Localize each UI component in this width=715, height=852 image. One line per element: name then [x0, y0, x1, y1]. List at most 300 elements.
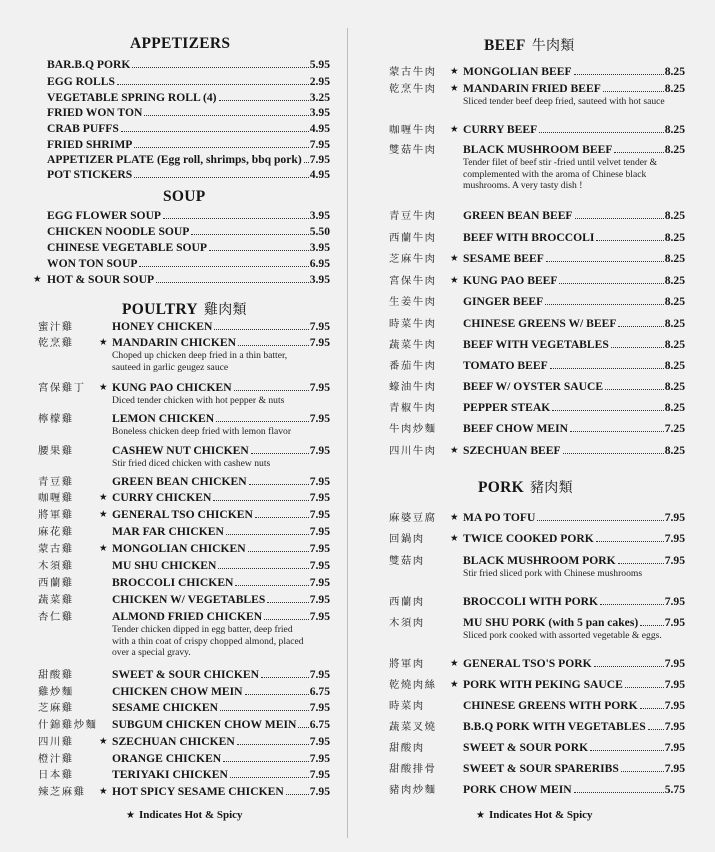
menu-item-price: 8.25 [664, 231, 685, 244]
menu-item-description: Stir fried diced chicken with cashew nuts [112, 458, 271, 469]
menu-item-name: GENERAL TSO CHICKEN [112, 508, 253, 521]
menu-item-line [112, 684, 330, 700]
menu-item-price: 7.95 [309, 768, 330, 781]
menu-item-price: 8.25 [664, 82, 685, 95]
menu-item-chinese-name: 腰果雞 [38, 445, 74, 457]
hot-spicy-footnote-right [476, 809, 593, 821]
menu-item-price: 7.95 [309, 412, 330, 425]
menu-item-description: Tender filet of beef stir -fried until velvet tender & complemented with the aroma of Chinese black mushrooms. A very tasty dish ! [463, 157, 658, 191]
menu-item-chinese-name: 時菜肉 [389, 700, 425, 712]
dotted-leader [237, 744, 309, 745]
menu-item-line [47, 167, 330, 183]
dotted-leader [563, 453, 664, 454]
menu-item-line [112, 667, 330, 683]
menu-item [0, 784, 345, 800]
menu-item-chinese-name: 蒙古雞 [38, 543, 74, 555]
hot-spicy-star-icon: ★ [99, 786, 108, 797]
menu-item-line [112, 411, 330, 427]
menu-item-line [112, 490, 330, 506]
menu-item-name: FRIED SHRIMP [47, 138, 133, 151]
dotted-leader [264, 619, 309, 620]
menu-item-price: 6.75 [309, 685, 330, 698]
menu-item-line [463, 761, 685, 777]
menu-item-line [463, 656, 685, 672]
menu-item-price: 7.95 [309, 576, 330, 589]
menu-item-price: 2.95 [309, 75, 330, 88]
menu-item-line [112, 558, 330, 574]
dotted-leader [214, 329, 308, 330]
dotted-leader [537, 520, 663, 521]
menu-item [352, 761, 715, 777]
menu-item-line [112, 592, 330, 608]
menu-item-chinese-name: 甜酸肉 [389, 742, 425, 754]
menu-item-price: 7.95 [309, 735, 330, 748]
menu-item [352, 64, 715, 80]
menu-item-price: 7.95 [309, 475, 330, 488]
menu-item-price: 7.95 [309, 508, 330, 521]
star-icon: ★ [126, 810, 135, 821]
menu-item-name: SWEET & SOUR PORK [463, 741, 589, 754]
menu-item [0, 224, 345, 240]
hot-spicy-star-icon: ★ [99, 736, 108, 747]
menu-item [352, 142, 715, 158]
menu-item-line [112, 443, 330, 459]
dotted-leader [618, 326, 663, 327]
menu-item-chinese-name: 將軍雞 [38, 509, 74, 521]
menu-item-name: WON TON SOUP [47, 257, 138, 270]
hot-spicy-footnote [126, 809, 243, 821]
menu-item-name: HONEY CHICKEN [112, 320, 213, 333]
menu-item-line [112, 524, 330, 540]
dotted-leader [226, 534, 309, 535]
menu-item-name: LEMON CHICKEN [112, 412, 215, 425]
menu-item-chinese-name: 西蘭牛肉 [389, 232, 437, 244]
menu-item-price: 3.95 [309, 273, 330, 286]
menu-item-name: MU SHU PORK (with 5 pan cakes) [463, 616, 639, 629]
menu-item [0, 411, 345, 427]
dotted-leader [286, 794, 309, 795]
menu-item-price: 7.95 [309, 153, 330, 166]
menu-item-description: Boneless chicken deep fried with lemon flavor [112, 426, 292, 437]
dotted-leader [219, 100, 309, 101]
menu-item [352, 698, 715, 714]
menu-item-name: TOMATO BEEF [463, 359, 548, 372]
menu-item-line [463, 698, 685, 714]
menu-item-line [112, 541, 330, 557]
menu-item-chinese-name: 麻婆豆腐 [389, 512, 437, 524]
dotted-leader [261, 677, 309, 678]
dotted-leader [559, 283, 663, 284]
hot-spicy-star-icon: ★ [450, 512, 459, 523]
menu-item-chinese-name: 回鍋肉 [389, 533, 425, 545]
menu-item [0, 105, 345, 121]
menu-item-chinese-name: 四川雞 [38, 736, 74, 748]
menu-item-line [463, 379, 685, 395]
menu-item-price: 8.25 [664, 143, 685, 156]
menu-item-description: Diced tender chicken with hot pepper & nuts [112, 395, 285, 406]
menu-item-line [463, 230, 685, 246]
menu-item-line [47, 256, 330, 272]
menu-item-line [112, 734, 330, 750]
hot-spicy-star-icon: ★ [450, 679, 459, 690]
menu-item-price: 4.95 [309, 122, 330, 135]
menu-item-name: PEPPER STEAK [463, 401, 551, 414]
poultry-title [122, 299, 247, 319]
dotted-leader [618, 563, 664, 564]
menu-item-line [112, 319, 330, 335]
menu-item [352, 740, 715, 756]
menu-item-chinese-name: 時菜牛肉 [389, 318, 437, 330]
menu-item [0, 541, 345, 557]
menu-item-name: BEEF WITH VEGETABLES [463, 338, 609, 351]
menu-item-chinese-name: 牛肉炒麵 [389, 423, 437, 435]
menu-item [352, 208, 715, 224]
menu-item-price: 7.95 [664, 762, 685, 775]
menu-item-line [463, 719, 685, 735]
menu-item-chinese-name: 甜酸排骨 [389, 763, 437, 775]
dotted-leader [234, 390, 309, 391]
menu-item-chinese-name: 四川牛肉 [389, 445, 437, 457]
menu-item-name: HOT SPICY SESAME CHICKEN [112, 785, 284, 798]
menu-item-price: 7.95 [664, 657, 685, 670]
menu-item-name: KUNG PAO CHICKEN [112, 381, 232, 394]
star-icon: ★ [476, 810, 485, 821]
soup-title: SOUP [163, 188, 206, 205]
menu-item-chinese-name: 橙汁雞 [38, 753, 74, 765]
menu-item-price: 8.25 [664, 209, 685, 222]
menu-item-name: SUBGUM CHICKEN CHOW MEIN [112, 718, 297, 731]
dotted-leader [550, 368, 664, 369]
menu-item-line [463, 208, 685, 224]
menu-item-price: 8.25 [664, 444, 685, 457]
menu-item-description: Sliced tender beef deep fried, sauteed with hot sauce [463, 96, 665, 107]
menu-item-chinese-name: 甜酸雞 [38, 669, 74, 681]
menu-item-name: MONGOLIAN CHICKEN [112, 542, 246, 555]
menu-item-name: VEGETABLE SPRING ROLL (4) [47, 91, 217, 104]
dotted-leader [238, 345, 309, 346]
menu-item [0, 167, 345, 183]
dotted-leader [574, 74, 664, 75]
menu-item-line [463, 81, 685, 97]
beef-title [484, 35, 575, 55]
menu-item-line [112, 751, 330, 767]
menu-item-name: ALMOND FRIED CHICKEN [112, 610, 263, 623]
menu-item-price: 3.95 [309, 209, 330, 222]
menu-item-line [463, 615, 685, 631]
menu-item-price: 7.95 [309, 542, 330, 555]
menu-item-name: MANDARIN FRIED BEEF [463, 82, 601, 95]
menu-item-name: SWEET & SOUR SPARERIBS [463, 762, 619, 775]
menu-item-line [463, 553, 685, 569]
dotted-leader [596, 541, 664, 542]
menu-item-name: SZECHUAN BEEF [463, 444, 561, 457]
menu-item-name: SWEET & SOUR CHICKEN [112, 668, 259, 681]
menu-item-price: 5.50 [309, 225, 330, 238]
menu-item-name: GREEN BEAN CHICKEN [112, 475, 247, 488]
dotted-leader [575, 218, 664, 219]
menu-item-name: POT STICKERS [47, 168, 133, 181]
beef-title-zh: 牛肉類 [531, 38, 575, 54]
menu-item-price: 7.95 [664, 678, 685, 691]
dotted-leader [218, 568, 308, 569]
menu-item-name: CHINESE GREENS WITH PORK [463, 699, 638, 712]
menu-item-price: 7.95 [309, 559, 330, 572]
menu-item [0, 474, 345, 490]
dotted-leader [191, 234, 308, 235]
menu-item [0, 684, 345, 700]
menu-item-name: BEEF CHOW MEIN [463, 422, 569, 435]
hot-spicy-star-icon: ★ [450, 124, 459, 135]
dotted-leader [235, 585, 308, 586]
menu-item-chinese-name: 雙菇牛肉 [389, 144, 437, 156]
menu-item [0, 490, 345, 506]
menu-item-price: 7.95 [309, 491, 330, 504]
menu-item [0, 256, 345, 272]
menu-item-price: 7.95 [309, 444, 330, 457]
menu-item-line [47, 208, 330, 224]
menu-item-description: Choped up chicken deep fried in a thin batter, sauteed in garlic geugez sauce [112, 350, 288, 373]
menu-item-name: EGG FLOWER SOUP [47, 209, 162, 222]
menu-item-chinese-name: 麻花雞 [38, 526, 74, 538]
menu-item-price: 3.25 [309, 91, 330, 104]
menu-item-name: MANDARIN CHICKEN [112, 336, 236, 349]
menu-item-chinese-name: 蠔油牛肉 [389, 381, 437, 393]
menu-item [0, 335, 345, 351]
menu-item-name: CHINESE VEGETABLE SOUP [47, 241, 207, 254]
menu-item-chinese-name: 辣芝麻雞 [38, 786, 86, 798]
menu-item [352, 316, 715, 332]
menu-item [0, 152, 345, 168]
menu-item [0, 717, 345, 733]
dotted-leader [590, 750, 664, 751]
menu-item-price: 7.95 [664, 595, 685, 608]
menu-item-chinese-name: 青豆雞 [38, 476, 74, 488]
menu-item-line [47, 74, 330, 90]
menu-item-name: CHICKEN CHOW MEIN [112, 685, 243, 698]
menu-item-chinese-name: 什錦雞炒麵 [38, 719, 98, 731]
menu-item-name: BROCCOLI CHICKEN [112, 576, 234, 589]
menu-item-chinese-name: 蔬菜叉燒 [389, 721, 437, 733]
menu-item-name: MU SHU CHICKEN [112, 559, 217, 572]
menu-item-price: 8.25 [664, 252, 685, 265]
hot-spicy-star-icon: ★ [450, 66, 459, 77]
menu-item [352, 782, 715, 798]
dotted-leader [267, 602, 308, 603]
menu-item-name: GREEN BEAN BEEF [463, 209, 573, 222]
menu-item [0, 90, 345, 106]
menu-item-chinese-name: 日本雞 [38, 769, 74, 781]
menu-item-name: CURRY CHICKEN [112, 491, 212, 504]
menu-item-line [463, 142, 685, 158]
menu-item-line [463, 782, 685, 798]
menu-item-price: 7.95 [664, 720, 685, 733]
menu-item-price: 8.25 [664, 380, 685, 393]
menu-item-name: KUNG PAO BEEF [463, 274, 558, 287]
menu-item-chinese-name: 將軍肉 [389, 658, 425, 670]
menu-item-name: SESAME BEEF [463, 252, 544, 265]
menu-item-line [47, 240, 330, 256]
menu-item [0, 272, 345, 288]
menu-item-line [463, 358, 685, 374]
menu-item-line [112, 700, 330, 716]
menu-item-chinese-name: 杏仁雞 [38, 611, 74, 623]
dotted-leader [640, 708, 664, 709]
menu-item-line [463, 273, 685, 289]
menu-item-price: 7.95 [309, 336, 330, 349]
dotted-leader [230, 777, 309, 778]
hot-spicy-star-icon: ★ [99, 509, 108, 520]
menu-item-chinese-name: 番茄牛肉 [389, 360, 437, 372]
dotted-leader [614, 152, 663, 153]
menu-item-name: SESAME CHICKEN [112, 701, 218, 714]
menu-item-chinese-name: 芝麻雞 [38, 702, 74, 714]
dotted-leader [539, 132, 663, 133]
menu-item-line [463, 443, 685, 459]
menu-item-name: CASHEW NUT CHICKEN [112, 444, 249, 457]
menu-item-chinese-name: 木須肉 [389, 617, 425, 629]
menu-item-name: MONGOLIAN BEEF [463, 65, 572, 78]
dotted-leader [163, 218, 309, 219]
menu-item-line [112, 575, 330, 591]
menu-item-price: 7.95 [309, 593, 330, 606]
menu-item-description: Stir fried sliced pork with Chinese mushrooms [463, 568, 643, 579]
menu-item-line [112, 507, 330, 523]
menu-item-price: 8.25 [664, 274, 685, 287]
menu-item-name: EGG ROLLS [47, 75, 115, 88]
menu-item-chinese-name: 青豆牛肉 [389, 210, 437, 222]
menu-item [0, 734, 345, 750]
hot-spicy-star-icon: ★ [450, 658, 459, 669]
menu-item-name: SZECHUAN CHICKEN [112, 735, 235, 748]
dotted-leader [144, 115, 308, 116]
menu-item-line [112, 474, 330, 490]
menu-item-line [47, 105, 330, 121]
menu-item-chinese-name: 蜜汁雞 [38, 321, 74, 333]
dotted-leader [139, 266, 308, 267]
menu-item-line [463, 531, 685, 547]
menu-item [352, 251, 715, 267]
menu-item [352, 421, 715, 437]
menu-item [0, 609, 345, 625]
menu-item-name: TERIYAKI CHICKEN [112, 768, 228, 781]
menu-item-line [112, 335, 330, 351]
menu-item-name: BEEF W/ OYSTER SAUCE [463, 380, 604, 393]
dotted-leader [209, 250, 309, 251]
menu-item-line [463, 251, 685, 267]
menu-item-name: MA PO TOFU [463, 511, 536, 524]
menu-item-chinese-name: 蔬菜牛肉 [389, 339, 437, 351]
menu-item [352, 81, 715, 97]
menu-item-price: 7.95 [309, 610, 330, 623]
dotted-leader [134, 177, 309, 178]
menu-item-price: 7.95 [309, 381, 330, 394]
dotted-leader [621, 771, 664, 772]
menu-item [352, 719, 715, 735]
menu-item [0, 57, 345, 73]
menu-item-name: CHICKEN W/ VEGETABLES [112, 593, 266, 606]
dotted-leader [545, 304, 663, 305]
menu-item-price: 7.95 [309, 138, 330, 151]
menu-item [0, 74, 345, 90]
menu-item-price: 5.95 [309, 58, 330, 71]
menu-item-price: 7.95 [309, 785, 330, 798]
menu-item-name: ORANGE CHICKEN [112, 752, 222, 765]
menu-item-chinese-name: 雞炒麵 [38, 686, 74, 698]
dotted-leader [570, 431, 664, 432]
dotted-leader [245, 694, 309, 695]
menu-item [352, 510, 715, 526]
menu-item-line [463, 677, 685, 693]
menu-item [352, 553, 715, 569]
menu-item [352, 337, 715, 353]
menu-item-price: 7.95 [664, 741, 685, 754]
menu-item-price: 8.25 [664, 65, 685, 78]
menu-item-name: PORK WITH PEKING SAUCE [463, 678, 623, 691]
menu-item-price: 7.95 [664, 699, 685, 712]
menu-item [0, 319, 345, 335]
dotted-leader [596, 240, 663, 241]
menu-item [352, 531, 715, 547]
dotted-leader [216, 421, 309, 422]
dotted-leader [594, 666, 664, 667]
menu-item-name: BROCCOLI WITH PORK [463, 595, 599, 608]
menu-item-line [112, 767, 330, 783]
menu-item-name: BLACK MUSHROOM BEEF [463, 143, 613, 156]
menu-item [0, 767, 345, 783]
menu-item-chinese-name: 乾烹牛肉 [389, 83, 437, 95]
menu-item [0, 208, 345, 224]
menu-item-name: APPETIZER PLATE (Egg roll, shrimps, bbq pork) [47, 153, 302, 166]
hot-spicy-star-icon: ★ [99, 492, 108, 503]
dotted-leader [552, 410, 663, 411]
menu-item-price: 5.75 [664, 783, 685, 796]
menu-item [0, 121, 345, 137]
menu-item-chinese-name: 咖喱牛肉 [389, 124, 437, 136]
menu-item [352, 615, 715, 631]
menu-item-price: 6.95 [309, 257, 330, 270]
menu-item-line [463, 421, 685, 437]
column-divider [347, 28, 348, 838]
menu-item [0, 524, 345, 540]
menu-item [352, 677, 715, 693]
menu-item-price: 4.95 [309, 168, 330, 181]
menu-item-line [463, 400, 685, 416]
hot-spicy-star-icon: ★ [450, 533, 459, 544]
menu-item [0, 575, 345, 591]
menu-item-chinese-name: 蒙古牛肉 [389, 66, 437, 78]
menu-item-chinese-name: 雙菇肉 [389, 555, 425, 567]
dotted-leader [605, 389, 664, 390]
menu-item-price: 7.95 [309, 752, 330, 765]
menu-item [0, 137, 345, 153]
menu-item-line [463, 510, 685, 526]
menu-item-chinese-name: 生姜牛肉 [389, 296, 437, 308]
menu-item [352, 273, 715, 289]
menu-item-name: PORK CHOW MEIN [463, 783, 572, 796]
menu-item [352, 358, 715, 374]
menu-item-price: 8.25 [664, 317, 685, 330]
menu-item-price: 7.95 [309, 701, 330, 714]
menu-item-price: 3.95 [309, 106, 330, 119]
hot-spicy-star-icon: ★ [33, 274, 42, 285]
dotted-leader [546, 261, 664, 262]
dotted-leader [304, 162, 309, 163]
dotted-leader [251, 453, 309, 454]
menu-item-chinese-name: 木須雞 [38, 560, 74, 572]
menu-item-name: CHINESE GREENS W/ BEEF [463, 317, 617, 330]
menu-item-price: 7.95 [309, 320, 330, 333]
menu-item-chinese-name: 咖喱雞 [38, 492, 74, 504]
